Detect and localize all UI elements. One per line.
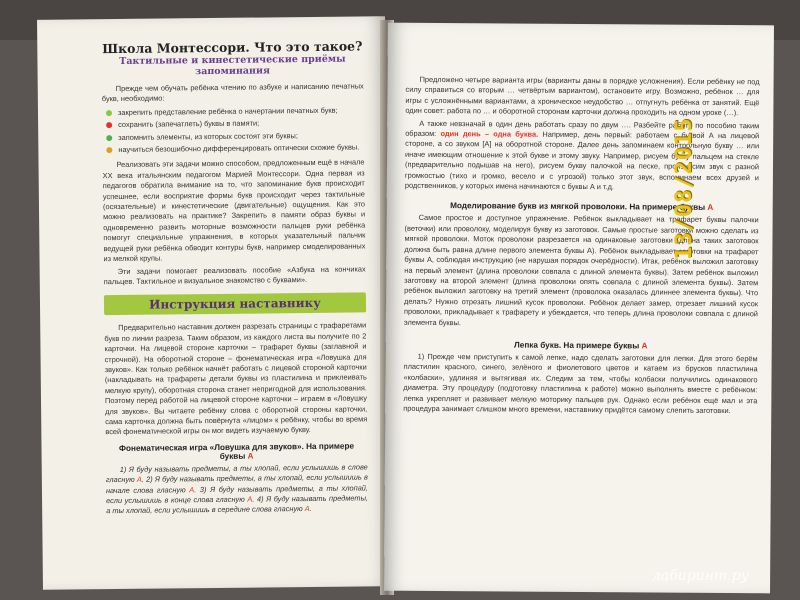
section-heading: Моделирование букв из мягкой проволоки. На примере буквы А — [450, 201, 714, 213]
bullet-item: запомнить элементы, из которых состоят эти буквы; — [102, 130, 364, 143]
left-page-content — [101, 38, 368, 517]
bullet-item: научиться безошибочно дифференцировать оптически схожие буквы. — [102, 142, 364, 155]
paragraph: Предложено четыре варианта игры (варианты даны в порядке усложнения). Если ребёнку не под силу справиться со вторым … четвёртым вариантом), остановите игру. Возможно, ребёнок … для игры с усложнёнными вариантами, а хроническое неудобство … отпугнуть ребёнка от занятий. Ещё один совет: работа по … и оборотной сторонам карточки должна проходить на одном уроке (…). — [405, 74, 760, 118]
paragraph: Предварительно наставник должен разрезать страницы с трафаретами букв по линии разреза. Таким образом, из каждого листа вы получите по 2 карточки. На лицевой стороне карточки – трафарет буквы (заглавной и строчной). На оборотной стороне – фонематическая игра «Ловушка для звуков». Как только ребёнок начнёт работать с лицевой стороной карточки (накладывать на трафареты детали буквы из пластилина и приклеивать мелкую крупу), оборотная сторона станет непригодной для использования. Поэтому перед работой на лицевой стороне карточки – играем в «Ловушку для звуков». Вы читаете ребёнку слова с оборотной стороны карточки, сама карточка должна быть повёрнута «лицом» к ребёнку, чтобы во время всей фонематической игры он мог видеть изучаемую букву. — [104, 320, 368, 437]
game-instruction: 1) Я буду называть предметы, а ты хлопай, если услышишь в слове гласную А. 2) Я буду называть предметы, а ты хлопай, если услышишь в начале слова гласную А. 3) Я буду называть предметы, а ты хлопай, если услышишь в конце слова гласную А. 4) Я буду называть предметы, а ты хлопай, если услышишь в середине слова гласную А. — [105, 462, 369, 516]
page-title: Школа Монтессори. Что это такое? — [102, 38, 363, 57]
bullet-dot-icon — [106, 110, 112, 116]
paragraph: Самое простое и доступное упражнение. Ребёнок выкладывает на трафарет буквы палочки (веточки) или проволоку, моделируя букву из заготовок. Самые простые заготовки можно сделать из мягкой проволоки. Моток проволоки разрезается на одинаковые заготовки (длина таких заготовок должна быть равна длине первого элемента буквы А). Ребёнок выкладывает заготовки на трафарет буквы А, соблюдая инструкцию (не нарушая порядок очерёдности). Итак, ребёнок выложил заготовку на первый элемент (длина проволоки совпала с длиной элемента буквы). Затем ребёнок выложил заготовку на второй элемент (длина проволоки опять совпала с длиной элемента буквы). Затем ребёнок выложил заготовку на третий элемент (проволока оказалась длиннее элемента буквы). Что делать? Нужно отрезать лишний кусок проволоки. Ребёнок делает замер, отрезает лишний кусок проволоки, прикладывает к трафарету и убеждается, что теперь длина проволоки совпала с длиной элемента буквы. — [403, 213, 759, 327]
highlight-text: один день – одна буква. — [440, 129, 539, 139]
watermark-logo: лабиринт.ру — [652, 568, 749, 584]
bullet-dot-icon — [106, 135, 112, 141]
paragraph: 1) Прежде чем приступить к самой лепке, надо сделать заготовки для лепки. Для этого берём пластилин красного, синего, зелёного и фиолетового цветов и катаем из брусков пластилина «колбаски», удлиняя и вытягивая их. Следим за тем, чтобы колбаски получились одинакового диаметра. Эту процедуру (подготовку пластилина к работе) можно выполнять вместе с ребёнком: лепка укрепляет и развивает мелкую моторику пальцев рук. Однако если ребёнок ещё мал и эта процедура занимает слишком много времени, наставнику придётся самому слепить заготовки. — [403, 351, 758, 416]
bullet-item: закрепить представление ребёнка о начертании печатных букв; — [102, 105, 364, 118]
date-stamp: 13/08/2015 — [672, 117, 697, 260]
section-heading: Инструкция наставнику — [104, 293, 366, 316]
paragraph: Реализовать эти задачи можно способом, предложенным ещё в начале XX века итальянским педагогом Марией Монтессори. Одна первая из педагогов обратила внимание на то, что запоминание букв происходит успешнее, если восприятие формы букв происходит через тактильные (осязательные) и кинестетические (двигательные) ощущения. Как это можно реализовать на практике? Закрепить в памяти образ буквы и одновременно развить моторные возможности пальцев руки ребёнка помогут специальные упражнения, в которых указательный пальчик ведущей руки ребёнка обводит контуры букв, например смоделированных из мелкой крупы. — [102, 157, 366, 264]
bullet-list — [102, 105, 364, 155]
bullet-dot-icon — [106, 147, 112, 153]
intro-text: Прежде чем обучать ребёнка чтению по азбуке и написанию печатных букв, необходимо: — [101, 81, 364, 104]
game-heading: Фонематическая игра «Ловушка для звуков». На примере буквы А — [118, 441, 355, 461]
paragraph: Эти задачи помогает реализовать пособие «Азбука на кончиках пальцев. Тактильное и визуальное знакомство с буквами». — [103, 263, 366, 287]
left-page — [37, 16, 391, 590]
page-subtitle: Тактильные и кинестетические приёмы запоминания — [119, 53, 346, 78]
bullet-dot-icon — [106, 122, 112, 128]
section-heading: Лепка букв. На примере буквы А — [514, 340, 648, 351]
paragraph: А также невзначай в один день работать сразу по двум …. Разбейте работу по пособию таким образом: один день – одна буква. Например, день первый: работаем с буквой А на лицевой стороне, а со звуком [А] на оборотной стороне. Далее день запоминаем контрольную букву … или иначе имеющим отношение к этой букве и этому звуку. Например, рисуем букву пальцем на стекле (предварительно подышав на него), рисуем букву палочкой на песке, произносим звук с разной громкостью (тихо и громко, весело и с угрозой) только этот звук, вспоминаем всех друзей и родственников, у которых имена начинаются с буквы А и т.д. — [404, 118, 760, 192]
bullet-item: сохранить (запечатлеть) буквы в памяти; — [102, 118, 364, 131]
